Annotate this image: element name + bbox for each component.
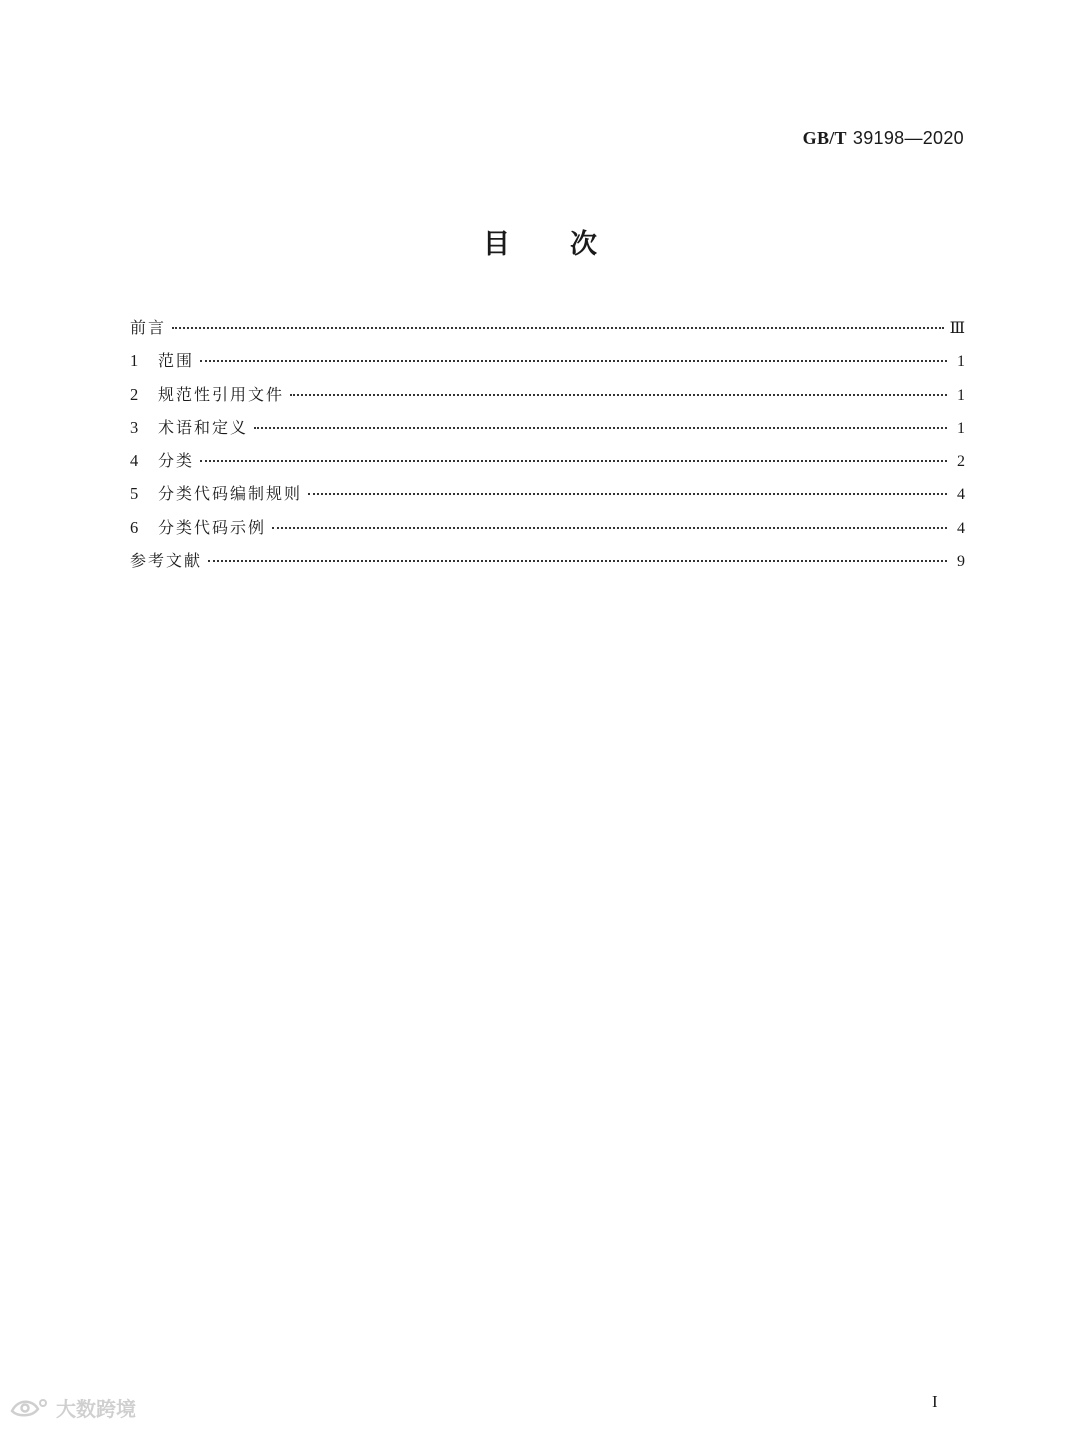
- standard-prefix: GB/T: [802, 128, 847, 148]
- toc-entry-page: 9: [957, 553, 965, 571]
- toc-entry-1[interactable]: [130, 344, 965, 377]
- toc-leader-dots: [200, 359, 947, 362]
- toc-entry-page: 1: [957, 419, 965, 437]
- toc-leader-dots: [290, 393, 947, 396]
- toc-entry-2[interactable]: [130, 378, 965, 411]
- toc-entry-label: 分类代码编制规则: [158, 484, 303, 504]
- eye-logo-icon: [8, 1397, 52, 1419]
- toc-entry-label: 前言: [130, 318, 167, 337]
- toc-entry-page: 1: [957, 353, 965, 371]
- toc-entry-label: 规范性引用文件: [158, 384, 285, 404]
- toc-entry-number: 1: [130, 351, 139, 371]
- toc-entry-number: 3: [130, 417, 139, 437]
- toc-entry-3[interactable]: [130, 411, 965, 444]
- title-char-1: 目: [483, 229, 510, 260]
- toc-leader-dots: [272, 526, 947, 529]
- toc-entry-4[interactable]: [130, 444, 965, 477]
- title-char-2: 次: [570, 229, 597, 260]
- toc-entry-label: 分类: [158, 451, 195, 471]
- standard-number: 39198—2020: [852, 128, 964, 148]
- toc-entry-page: 4: [957, 486, 965, 504]
- page-number: I: [932, 1392, 938, 1411]
- toc-entry-number: 2: [130, 384, 139, 404]
- toc-leader-dots: [172, 326, 944, 329]
- toc-entry-preface[interactable]: [130, 311, 965, 344]
- toc-entry-label: 术语和定义: [158, 417, 249, 437]
- watermark: [8, 1393, 136, 1422]
- toc-entry-page: 1: [957, 386, 965, 404]
- toc-entry-number: 6: [130, 517, 139, 537]
- toc-entry-6[interactable]: [130, 511, 965, 544]
- watermark-text: 大数跨境: [56, 1397, 136, 1421]
- toc-entry-page: 4: [957, 519, 965, 537]
- standard-code: [803, 128, 964, 149]
- toc-leader-dots: [208, 559, 947, 562]
- toc-entry-label: 分类代码示例: [158, 517, 267, 537]
- toc-entry-5[interactable]: [130, 477, 965, 510]
- toc-entry-number: 5: [130, 484, 139, 504]
- toc-leader-dots: [200, 459, 947, 462]
- toc-entry-page: 2: [957, 453, 965, 471]
- toc-leader-dots: [308, 492, 947, 495]
- toc-entry-label: 参考文献: [130, 551, 203, 571]
- toc-leader-dots: [254, 426, 947, 429]
- toc-entry-label: 范围: [158, 351, 195, 371]
- toc-entry-page: Ⅲ: [949, 320, 965, 337]
- page-title: [0, 222, 1080, 261]
- toc-entry-number: 4: [130, 451, 139, 471]
- toc-entry-references[interactable]: [130, 544, 965, 577]
- table-of-contents: [130, 311, 965, 577]
